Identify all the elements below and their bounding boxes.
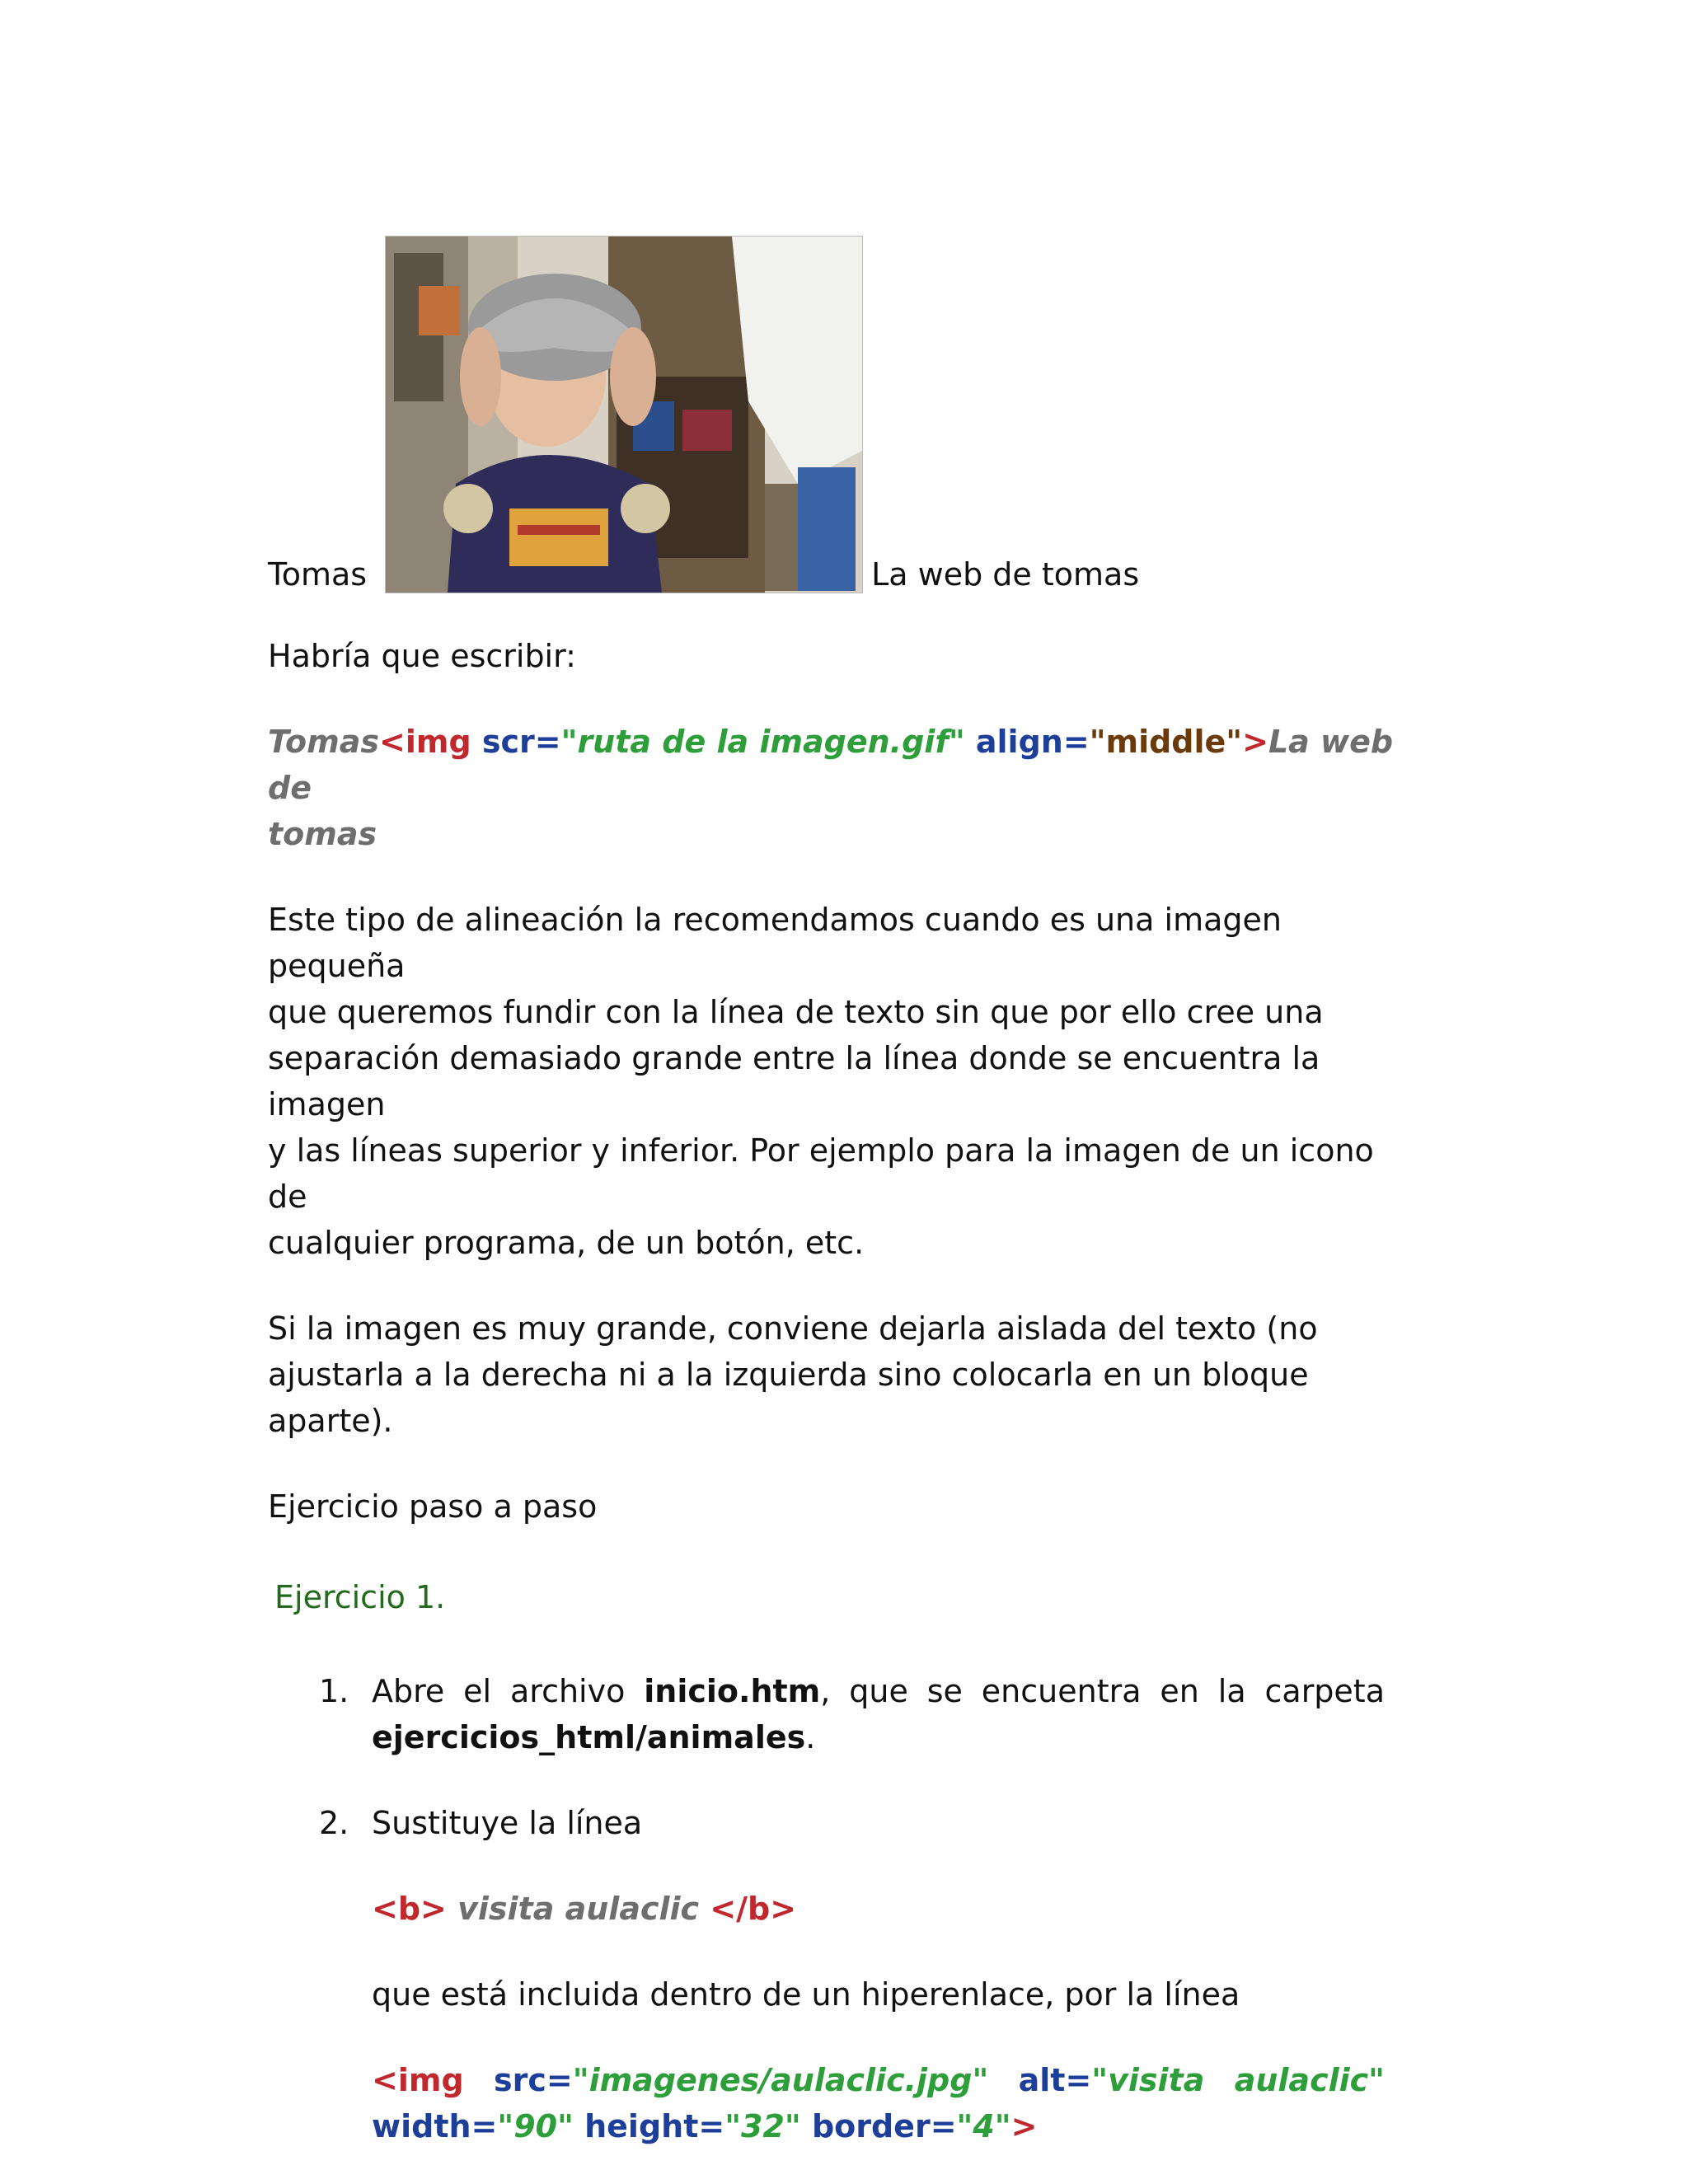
photo-row (268, 231, 1405, 593)
document-page (268, 231, 1405, 2149)
step-by-step-heading: Ejercicio paso a paso (268, 1488, 598, 1525)
step-number: 1. (319, 1673, 349, 1709)
folder-path: ejercicios_html/animales (372, 1719, 806, 1755)
code-val-align: "middle" (1089, 724, 1243, 760)
code-img-open: <img (372, 2062, 464, 2098)
code-img-line-2 (372, 2103, 1385, 2149)
code-img-tag (372, 2057, 1385, 2149)
step-1-text (372, 1668, 1385, 1760)
code-val-scr: "ruta de la imagen.gif" (560, 724, 965, 760)
code-attr-border: border= (811, 2108, 957, 2144)
code-attr-alt: alt= (1018, 2062, 1092, 2098)
large-image-line: ajustarla a la derecha ni a la izquierda sino colocarla en un bloque aparte). (268, 1357, 1309, 1439)
code-img-line-1 (372, 2057, 1385, 2103)
filename-inicio: inicio.htm (644, 1673, 821, 1709)
alignment-paragraph (268, 897, 1405, 1266)
code-text-after: La web de (268, 724, 1394, 806)
alignment-line: Este tipo de alineación la recomendamos cuando es una imagen pequeña (268, 902, 1282, 984)
code-attr-align: align= (975, 724, 1090, 760)
alignment-line: que queremos fundir con la línea de texto sin que por ello cree una (268, 994, 1324, 1030)
code-b-content: visita aulaclic (446, 1891, 710, 1927)
code-lt: < (379, 724, 406, 760)
code-gt: > (1242, 724, 1268, 760)
code-alt-pair (1019, 2057, 1205, 2103)
code-b-close: </b> (710, 1891, 797, 1927)
exercise-title: Ejercicio 1. (274, 1579, 446, 1615)
code-attr-height: height= (584, 2108, 725, 2144)
intro-paragraph: Habría que escribir: (268, 638, 576, 674)
code-val-alt-2: aulaclic" (1234, 2062, 1385, 2098)
code-example-img-middle (268, 719, 1405, 857)
code-val-src: "imagenes/aulaclic.jpg" (572, 2062, 989, 2098)
step-2-text: Sustituye la línea (372, 1805, 643, 1841)
step-number: 2. (319, 1805, 349, 1841)
alignment-line: y las líneas superior y inferior. Por ejemplo para la imagen de un icono de (268, 1132, 1374, 1215)
code-val-border: "4" (956, 2108, 1011, 2144)
code-img-close: > (1010, 2108, 1038, 2144)
alignment-line: cualquier programa, de un botón, etc. (268, 1225, 865, 1261)
large-image-line: Si la imagen es muy grande, conviene dejarla aislada del texto (no (268, 1310, 1318, 1347)
child-photo (385, 236, 863, 593)
alignment-line: separación demasiado grande entre la línea donde se encuentra la imagen (268, 1040, 1320, 1122)
child-photo-image (386, 237, 862, 593)
code-b-open: <b> (372, 1891, 447, 1927)
code-val-width: "90" (497, 2108, 574, 2144)
step-item (319, 1800, 1385, 2149)
code-text-before: Tomas (268, 724, 379, 760)
code-attr-width: width= (372, 2108, 498, 2144)
exercise-steps (319, 1668, 1385, 2149)
code-attr-src: src= (494, 2062, 573, 2098)
photo-right-text: La web de tomas (871, 556, 1140, 593)
step-1-part-b: , que se encuentra en la carpeta (820, 1673, 1385, 1709)
code-attr-scr: scr= (481, 724, 561, 760)
step-1-part-c: . (805, 1719, 816, 1755)
code-tag-img: img (405, 724, 471, 760)
code-val-alt-1: "visita (1091, 2062, 1205, 2098)
step-2-middle-text: que está incluida dentro de un hiperenlace, por la línea (372, 1976, 1240, 2013)
photo-left-text: Tomas (268, 556, 368, 593)
step-1-part-a: Abre el archivo (372, 1673, 645, 1709)
code-bold-tag (372, 1886, 1385, 1932)
large-image-paragraph (268, 1305, 1405, 1444)
code-text-after-2: tomas (268, 816, 377, 852)
code-src-pair (494, 2057, 988, 2103)
code-val-height: "32" (724, 2108, 801, 2144)
step-item (319, 1668, 1385, 1760)
